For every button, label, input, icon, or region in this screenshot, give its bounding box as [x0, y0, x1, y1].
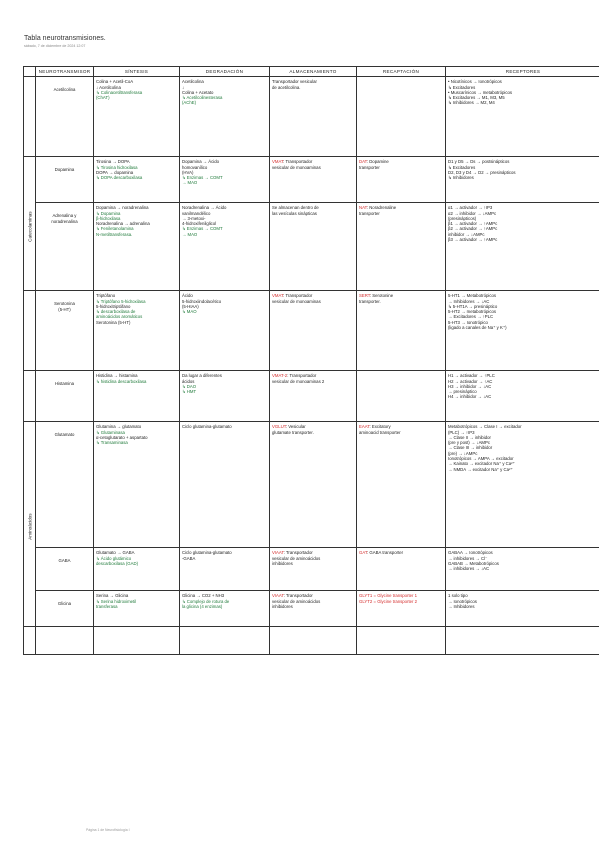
cell-receptors: GABAA → Ionotrópicos → inhibidores → Cl⁻ GABAB → Metabotrópicos → inhibidores → ↓AC [446, 548, 599, 591]
nt-name: Histamina [36, 371, 94, 422]
cell-receptors: H1 → activador → ↑PLC H2 → activador → ↑AC H3 → inhibidor → ↓AC → presináptico H4 → inhibidor → ↓AC [446, 371, 599, 422]
header-almacenamiento: ALMACENAMIENTO [270, 67, 357, 77]
nt-name: Dopamina [36, 157, 94, 203]
cell-reuptake: GLYT1 = Glycine transporter 1 GLYT2 = Glycine transporter 2 [357, 591, 446, 627]
cell-storage: VIAAT: Transportador vesicular de aminoácidos inhibidores [270, 591, 357, 627]
cell-degradation: Dopamina → Ácido homovanílico (HVA) ↳ Enzimas → COMT → MAO [180, 157, 270, 203]
nt-name: Glutamato [36, 422, 94, 548]
empty-cell [270, 627, 357, 655]
cell-storage: Se almacenan dentro de las vesículas sinápticas [270, 203, 357, 291]
cell-receptors: 1 solo tipo → Ionotrópicos → Inhibidores [446, 591, 599, 627]
table-row-empty [24, 627, 599, 655]
cell-receptors: Metabotrópicos → Clase I → excitador (PLC) → ↑IP3 → Clase II → inhibidor (pre y post) → ↓AMPc → Clase III → inhibidor (pre) → ↓AMPc Ionotrópicos → AMPA → excitador → Kainato → excitador Na⁺ y Ca²⁺ → NMDA → excitador Na⁺ y Ca²⁺ [446, 422, 599, 548]
table-row [24, 548, 599, 591]
group-empty [24, 77, 36, 157]
table-row [24, 157, 599, 203]
table-row [24, 422, 599, 548]
group-catecolaminas: Catecolaminas [24, 157, 36, 291]
cell-synthesis: Dopamina → noradrenalina ↳ Dopamina β-hidroxilasa Noradrenalina → adrenalina ↳ Feniletanolamina N-metiltransferasa. [94, 203, 180, 291]
empty-cell [36, 627, 94, 655]
header-recaptacion: RECAPTACIÓN [357, 67, 446, 77]
cell-reuptake: DAT: Dopamine transporter [357, 157, 446, 203]
nt-name: Acetilcolina [36, 77, 94, 157]
page-date: sábado, 7 de diciembre de 2024 12:07 [24, 44, 86, 48]
header-neurotransmisor: NEUROTRANSMISOR [36, 67, 94, 77]
cell-storage: Transportador vesicular de acetilcolina. [270, 77, 357, 157]
neurotransmitter-table [23, 66, 599, 655]
cell-receptors: • Nicotínicos → Ionotrópicos ↳ Excitadores • Muscarínicos → metabotrópicos ↳ Excitadores → M1, M3, M5 ↳ Inhibidores → M2, M4 [446, 77, 599, 157]
table-row [24, 77, 599, 157]
cell-storage: VIAAT: Transportador vesicular de aminoácidos inhibidores [270, 548, 357, 591]
cell-receptors: 5-HT1 → Metabotrópicos → Inhibidores → ↓AC ↳ 5-HT1A → presináptico 5-HT2 → metabotrópicos → Excitadores → ↑PLC 5-HT3 → Ionotrópico (ligado a canales de Na⁺ y K⁺) [446, 291, 599, 371]
nt-name: Serotonina (5-HT) [36, 291, 94, 371]
cell-synthesis: Glutamato → GABA ↳ Ácido glutámico descarboxilasa (GAD) [94, 548, 180, 591]
cell-storage: VGLUT: Vesicular glutamate transporter. [270, 422, 357, 548]
cell-synthesis: Histidina → histamina ↳ histidina descarboxilasa [94, 371, 180, 422]
cell-reuptake: EAAT: Excitatory aminoacid transporter [357, 422, 446, 548]
cell-degradation: Acetilcolina ↓ Colina + Acetato ↳ Acetilcolinesterasa (AChE) [180, 77, 270, 157]
cell-storage: VMAT: Transportador vesicular de monoaminas [270, 157, 357, 203]
cell-degradation: Da lugar a diferentes ácidos ↳ DAO ↳ HMT [180, 371, 270, 422]
nt-name: GABA [36, 548, 94, 591]
cell-receptors: D1 y D5 → Ds → postsinápticos ↳ Excitadores D2, D3 y D4 → D2 → presinápticos ↳ Inhibidores [446, 157, 599, 203]
nt-name: Adrenalina y noradrenalina [36, 203, 94, 291]
cell-degradation: Noradrenalina → Ácido vanilmandélico → 3-metoxi- 4-hidroxifenilglicol ↳ Enzimas → COMT → MAO [180, 203, 270, 291]
empty-cell [24, 627, 36, 655]
cell-reuptake: GAT: GABA transporter [357, 548, 446, 591]
group-aminoacidos: Aminoácidos [24, 422, 36, 627]
cell-receptors: α1 → activador → ↑IP3 α2 → inhibidor → ↓AMPc (presinápticos) β1 → activador → ↑AMPc β2 → activador → ↑AMPc inhibidor → ↓AMPc β3 → activador → ↑AMPc [446, 203, 599, 291]
table-row [24, 591, 599, 627]
header-sintesis: SÍNTESIS [94, 67, 180, 77]
empty-cell [180, 627, 270, 655]
cell-reuptake [357, 371, 446, 422]
group-empty [24, 291, 36, 371]
empty-cell [446, 627, 599, 655]
table-row [24, 203, 599, 291]
cell-storage: VMAT-2: Transportador vesicular de monoaminas 2 [270, 371, 357, 422]
page-footer: Página 1 de Neurofisiología I [86, 828, 130, 832]
cell-reuptake [357, 77, 446, 157]
table-row [24, 371, 599, 422]
cell-reuptake: SERT: Serotonine transporter. [357, 291, 446, 371]
cell-degradation: Glicina → CO2 + NH3 ↳ Complejo de rotura de la glicina (4 enzimas) [180, 591, 270, 627]
cell-degradation: Ácido 5-hidroxiindolacético (5-HIAA) ↳ MAO [180, 291, 270, 371]
header-degradacion: DEGRADACIÓN [180, 67, 270, 77]
cell-synthesis: Glutamina → glutamato ↳ Glutaminasa α-cetoglutarato + aspartato ↳ Transaminasa [94, 422, 180, 548]
nt-name: Glicina [36, 591, 94, 627]
cell-synthesis: Triptófano ↳ Triptófano 5-hidroxilasa 5-hidroxitriptófano ↳ descarboxilasa de aminoácidos aromáticos Serotonina (5-HT) [94, 291, 180, 371]
cell-synthesis: Colina + Acetil-CoA ↓ Acetilcolina ↳ Colinacetiltransferasa (ChAT) [94, 77, 180, 157]
cell-degradation: Ciclo glutamina-glutamato -GABA [180, 548, 270, 591]
cell-degradation: Ciclo glutamina-glutamato [180, 422, 270, 548]
table-row [24, 291, 599, 371]
cell-synthesis: Tirosina → DOPA ↳ Tirosina hidroxilasa DOPA → dopamina ↳ DOPA descarboxilasa [94, 157, 180, 203]
cell-storage: VMAT: Transportador vesicular de monoaminas [270, 291, 357, 371]
page-title: Tabla neurotransmisiones. [24, 35, 106, 42]
group-empty [24, 371, 36, 422]
empty-cell [357, 627, 446, 655]
cell-synthesis: Serina → Glicina ↳ Serina hidroximetil transferasa [94, 591, 180, 627]
empty-cell [94, 627, 180, 655]
header-empty [24, 67, 36, 77]
cell-reuptake: NAT: Noradrenaline transporter [357, 203, 446, 291]
header-receptores: RECEPTORES [446, 67, 599, 77]
